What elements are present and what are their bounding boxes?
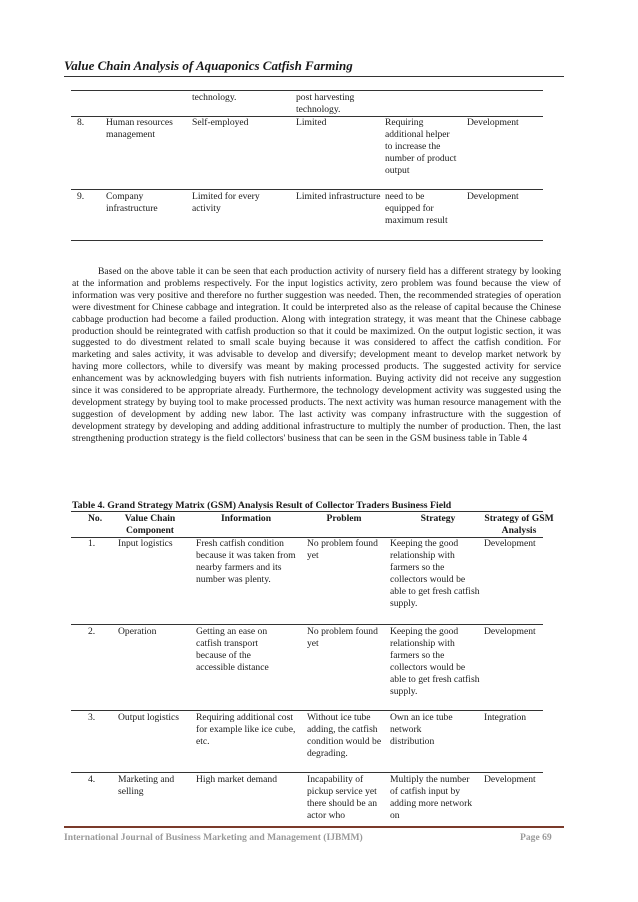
row-divider [71,772,543,773]
row8-info: Self-employed [192,117,249,128]
th-problem: Problem [326,513,362,524]
cont-problem: post harvesting technology. [296,92,355,115]
row4-gsm: Development [484,774,536,785]
row4-component: Marketing and selling [118,774,175,797]
row1-no: 1. [88,538,96,549]
th-strategy: Strategy [420,513,456,524]
paragraph-text: Based on the above table it can be seen that each production activity of nursery field has a different strategy by looking at the information and problems respectively. For the input logistics activity, zero problem was found because the view of information was very positive and therefore no further suggestion was needed. Then, the recommended strategies of operation were divestment for Chinese cabbage and integration. It could be interpreted also as the release of capital because the Chinese cabbage production had become a failed production. Along with integration strategy, it was meant that the Chinese cabbage production should be reintegrated with catfish production so that it could be maximized. On the output logistic section, it was suggested to do divestment related to small scale buying because it was considered to affect the catfish condition. For marketing and sales activity, it was advisable to develop and diversify; development meant to develop market network by having more collectors, while to diversify was meant by making processed products. The suggested activity for service enhancement was by acknowledging buyers with fish nutrients information. Buying activity did not receive any suggestion since it was considered to be appropriate already. Furthermore, the technology development activity was suggested using the development strategy by buying tool to make processed products. The next activity was human resource management with the suggestion of development by adding new labor. The last activity was company infrastructure with the suggestion of development strategy by developing and adding additional infrastructure to multiply the number of production. Then, the last strengthening production strategy is the field collectors' business that can be seen in the GSM business table in Table 4 [72,266,561,444]
row8-problem: Limited [296,117,327,128]
row2-strategy: Keeping the good relationship with farmers so the collectors would be able to get fresh catfish supply. [390,626,480,697]
row4-problem: Incapability of pickup service yet there should be an actor who [307,774,378,821]
cont-info: technology. [192,92,237,103]
row8-component: Human resources management [106,117,173,140]
row9-problem: Limited infrastructure [296,191,381,202]
row2-no: 2. [88,626,96,637]
row3-gsm: Integration [484,712,527,723]
th-info: Information [220,513,272,524]
row4-strategy: Multiply the number of catfish input by adding more network on [390,774,473,821]
row1-problem: No problem found yet [307,538,378,561]
row1-strategy: Keeping the good relationship with farmers so the collectors would be able to get fresh catfish supply. [390,538,480,609]
row-divider [71,624,543,625]
row2-info: Getting an ease on catfish transport because of the accessible distance [196,626,269,673]
table-bottom-rule [71,240,543,241]
header-rule [64,76,564,77]
row9-no: 9. [77,191,85,202]
row8-strategy: Requiring additional helper to increase the number of product output [385,117,457,176]
row2-gsm: Development [484,626,536,637]
row9-component: Company infrastructure [106,191,158,214]
row1-component: Input logistics [118,538,173,549]
th-no: No. [88,513,103,524]
th-gsm: Strategy of GSM Analysis [484,513,554,536]
row3-problem: Without ice tube adding, the catfish condition would be degrading. [307,712,382,759]
row2-component: Operation [118,626,157,637]
page-number: Page 69 [520,832,552,843]
footer-rule [64,826,564,828]
running-header: Value Chain Analysis of Aquaponics Catfish Farming [64,58,353,73]
row9-strategy: need to be equipped for maximum result [385,191,448,226]
row-divider [71,710,543,711]
row9-gsm: Development [467,191,519,202]
row3-info: Requiring additional cost for example like ice cube, etc. [196,712,296,747]
row2-problem: No problem found yet [307,626,378,649]
row9-info: Limited for every activity [192,191,260,214]
row3-no: 3. [88,712,96,723]
row8-no: 8. [77,117,85,128]
footer-journal: International Journal of Business Marketing and Management (IJBMM) [64,832,363,843]
th-component: Value Chain Component [124,513,176,536]
row-divider [71,189,543,190]
body-paragraph [72,266,561,445]
table-top-rule [71,90,543,91]
row1-gsm: Development [484,538,536,549]
row4-no: 4. [88,774,96,785]
row3-strategy: Own an ice tube network distribution [390,712,453,747]
row8-gsm: Development [467,117,519,128]
table4-caption: Table 4. Grand Strategy Matrix (GSM) Analysis Result of Collector Traders Business Field [72,500,452,511]
row4-info: High market demand [196,774,277,785]
row3-component: Output logistics [118,712,180,723]
row1-info: Fresh catfish condition because it was taken from nearby farmers and its number was plenty. [196,538,296,585]
table4-top-rule [71,511,543,512]
